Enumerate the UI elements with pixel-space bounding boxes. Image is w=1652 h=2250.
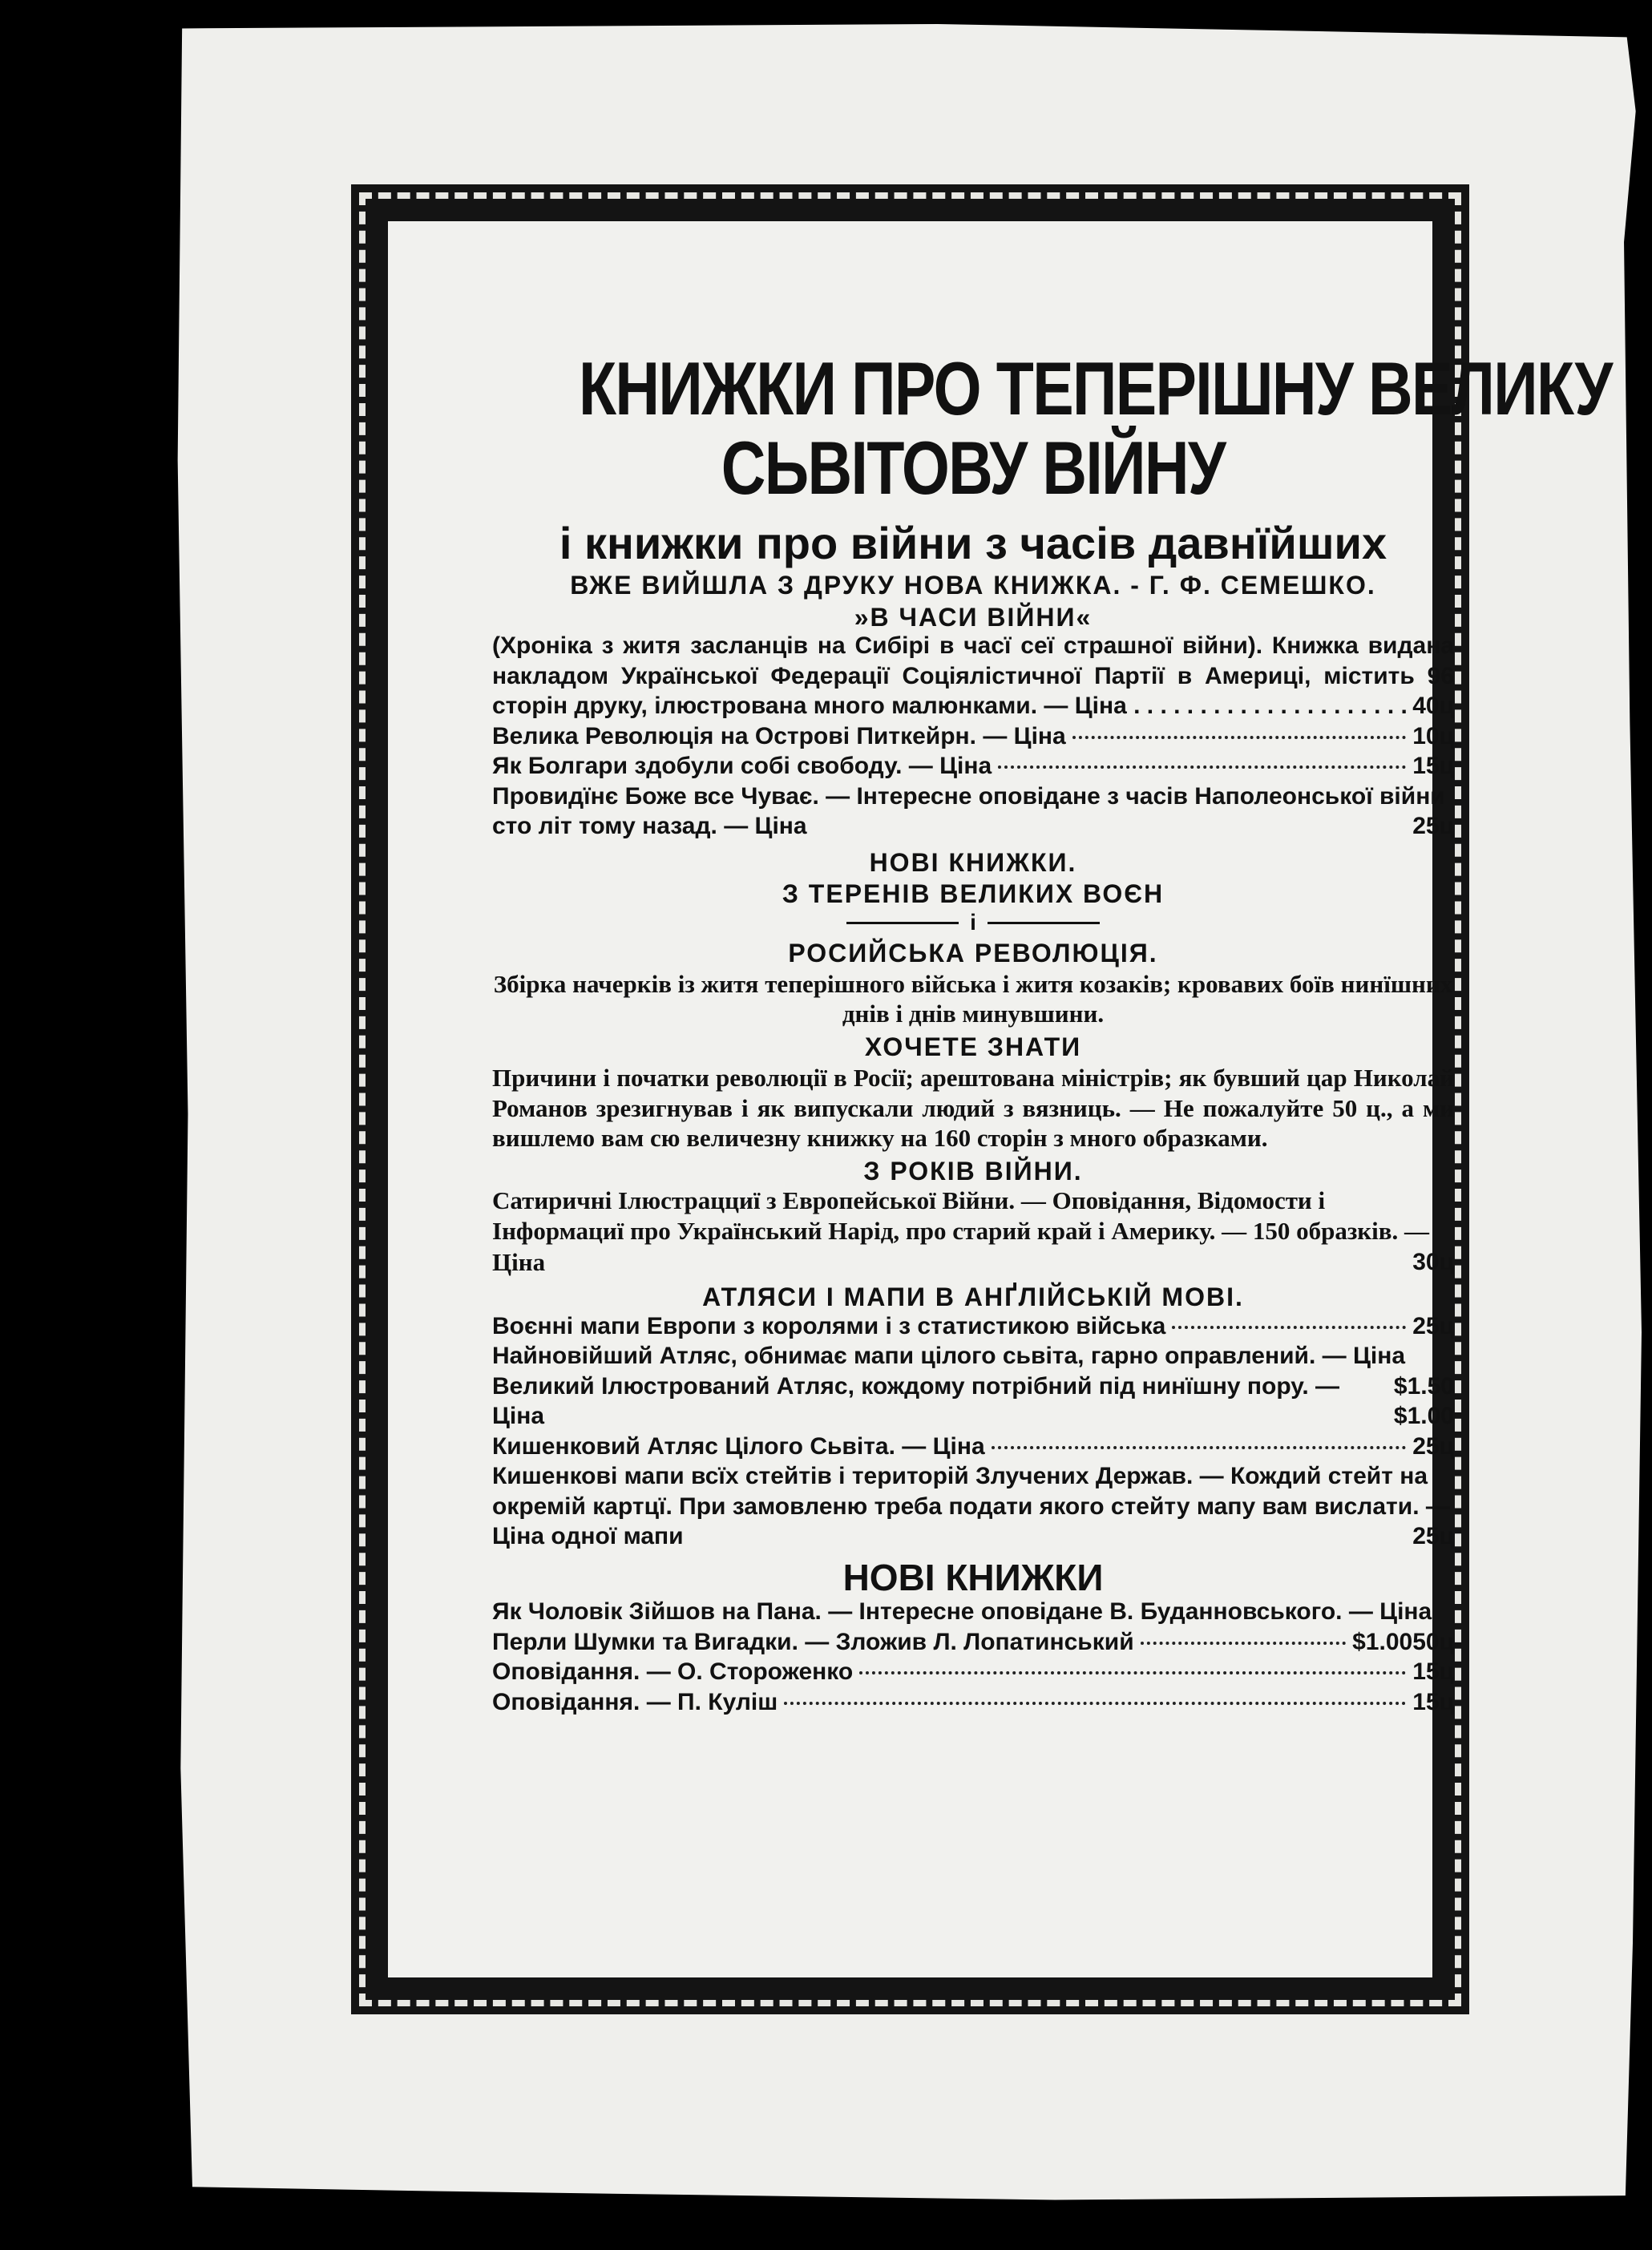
separator — [492, 910, 1454, 935]
price: 10ц — [1412, 722, 1454, 749]
price: 25ц — [1412, 1432, 1454, 1460]
book-entry — [492, 721, 1454, 752]
book-entry — [492, 1461, 1454, 1552]
atlas-title: Воєнні мапи Европи з королями і з статистикою війська — [492, 1312, 1166, 1339]
book-entry — [492, 631, 1454, 721]
price: 50ц — [1412, 1628, 1454, 1655]
advertisement-content — [492, 277, 1612, 1717]
section-heading: АТЛЯСИ І МАПИ В АНҐЛІЙСЬКІЙ МОВІ. — [702, 1283, 1244, 1312]
section-heading: НОВІ КНИЖКИ — [842, 1556, 1104, 1598]
main-title-line-1: КНИЖКИ ПРО ТЕПЕРІШНУ ВЕЛИКУ — [579, 346, 1612, 430]
book-title: Велика Революція на Острові Питкейрн. — Ціна — [492, 722, 1066, 749]
atlas-title: Найновійший Атляс, обнимає мапи цілого сьвіта, гарно оправлений. — Ціна — [492, 1343, 1406, 1370]
book-entry — [492, 1627, 1412, 1658]
book-description: (Хроніка з житя засланців на Сибірі в часї сеї страшної війни). Книжка видана накладом Української Федерації Соціялістичної Партії в Америці, містить 96 сторін друку, ілюстрована много малюнками. — Ціна — [492, 632, 1454, 720]
price: 15ц — [1412, 753, 1454, 780]
dot-leader — [998, 765, 1406, 769]
book-entry — [492, 1432, 1454, 1462]
atlas-title: Великий Ілюстрований Атляс, кождому потрібний під нинїшну пору. — Ціна — [492, 1372, 1340, 1430]
price: 25ц — [1412, 813, 1454, 840]
book-title: »В ЧАСИ ВІЙНИ« — [854, 602, 1093, 632]
price: 25ц — [1412, 1312, 1454, 1339]
book-entry — [492, 1687, 1454, 1718]
book-entry — [492, 1371, 1454, 1432]
price: 40ц — [1412, 693, 1454, 720]
book-entry — [492, 782, 1454, 842]
book-title: РОСИЙСЬКА РЕВОЛЮЦІЯ. — [788, 939, 1158, 968]
book-description: Сатиричні Ілюстрацциї з Европейської Війни. — Оповідання, Відомости і Інформациї про Український Нарід, про старий край і Америку. — 150 образків. — Ціна — [492, 1186, 1430, 1276]
book-title: Оповідання. — П. Куліш — [492, 1688, 778, 1715]
price: $1.00 — [1393, 1403, 1454, 1430]
book-title: Як Чоловік Зійшов на Пана. — Інтересне оповідане В. Буданновського. — Ціна — [492, 1598, 1432, 1626]
atlas-title: Кишенковий Атляс Цілого Сьвіта. — Ціна — [492, 1432, 985, 1460]
book-title: Як Болгари здобули собі свободу. — Ціна — [492, 753, 992, 780]
separator-rule — [988, 922, 1100, 924]
book-entry — [492, 1186, 1454, 1279]
book-description: Збірка начерків із житя теперішного війська і житя козаків; кровавих боїв нинїшних днів і днів минувшини. — [493, 969, 1453, 1028]
dot-leader — [1172, 1326, 1406, 1329]
section-heading: НОВІ КНИЖКИ. — [869, 847, 1077, 877]
map-description: Кишенкові мапи всїх стейтів і територій Злучених Держав. — Кождий стейт на окремій картцї. При замовленю треба подати якого стейту мапу вам вислати. — Ціна одної мапи — [492, 1463, 1450, 1550]
dot-leader — [859, 1671, 1406, 1674]
dot-leader: . . . . . . . . . . . . . . . . . . . . . — [1133, 693, 1408, 720]
price: $1.50 — [1393, 1372, 1454, 1400]
price: 15ц — [1412, 1688, 1454, 1715]
section-heading: З РОКІВ ВІЙНИ. — [863, 1157, 1083, 1186]
section-heading: ВЖЕ ВИЙШЛА З ДРУКУ НОВА КНИЖКА. - Г. Ф. СЕМЕШКО. — [570, 571, 1376, 600]
separator-rule — [846, 922, 959, 924]
main-title-line-2: СЬВІТОВУ ВІЙНУ — [721, 425, 1226, 510]
dot-leader — [1072, 736, 1406, 739]
price: 15ц — [1412, 1658, 1454, 1686]
section-heading: ХОЧЕТЕ ЗНАТИ — [864, 1032, 1082, 1062]
book-title: Оповідання. — О. Стороженко — [492, 1658, 854, 1686]
subtitle: і книжки про війни з часів давнїйших — [559, 518, 1387, 569]
book-entry — [492, 1341, 1454, 1400]
advertisement-panel — [388, 221, 1612, 1977]
book-description: Провидїнє Боже все Чуває. — Інтересне оповідане з часів Наполеонської війни сто літ тому назад. — Ціна — [492, 782, 1445, 840]
book-description: Причини і початки революції в Росії; арештована міністрів; як бувший цар Николай Романов зрезигнував і як випускали людий з вязниць. — Не пожалуйте 50 ц., а ми вишлемо вам сю величезну книжку на 160 сторін з много образками. — [492, 1063, 1454, 1153]
book-title: Перли Шумки та Вигадки. — Зложив Л. Лопатинський — [492, 1628, 1134, 1655]
dot-leader — [784, 1702, 1406, 1705]
book-title: З ТЕРЕНІВ ВЕЛИКИХ ВОЄН — [782, 879, 1165, 909]
price: $1.00 — [1352, 1628, 1413, 1655]
price: 25ц — [1412, 1523, 1454, 1550]
separator-letter: і — [970, 910, 976, 935]
dot-leader — [992, 1446, 1407, 1449]
book-entry — [492, 1311, 1454, 1342]
ornamental-border — [351, 184, 1612, 2014]
price: 30ц — [1412, 1248, 1454, 1275]
book-entry — [492, 1657, 1454, 1687]
dot-leader — [1141, 1642, 1346, 1645]
book-entry — [492, 751, 1454, 782]
